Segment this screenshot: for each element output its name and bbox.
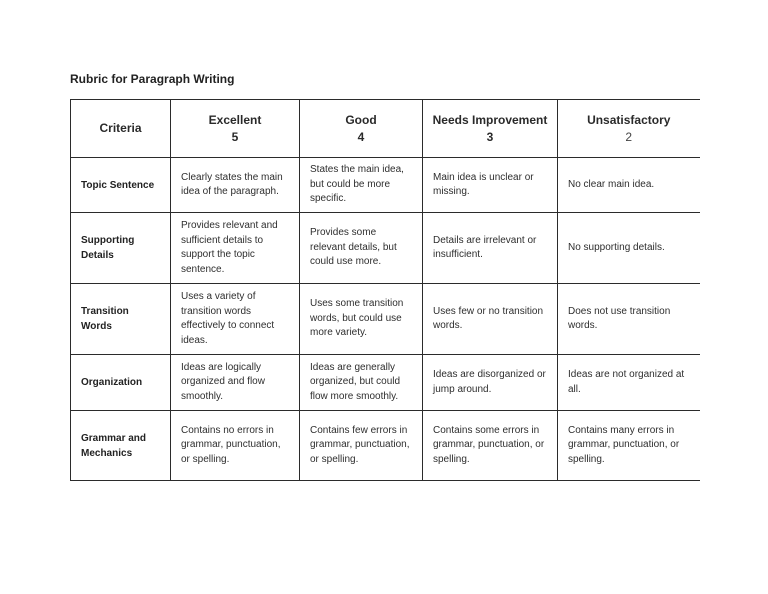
- rubric-cell: Provides relevant and sufficient details to support the topic sentence.: [171, 213, 300, 284]
- table-row: [71, 411, 700, 481]
- rubric-cell: Details are irrelevant or insufficient.: [423, 213, 558, 284]
- rubric-cell: Clearly states the main idea of the paragraph.: [171, 158, 300, 213]
- rubric-cell: Ideas are not organized at all.: [558, 355, 700, 411]
- rubric-cell: Contains some errors in grammar, punctuation, or spelling.: [423, 411, 558, 481]
- rubric-table: [70, 99, 700, 481]
- rubric-cell: States the main idea, but could be more specific.: [300, 158, 423, 213]
- criterion-organization: Organization: [71, 355, 171, 411]
- level-name: Unsatisfactory: [587, 112, 671, 127]
- rubric-cell: Ideas are generally organized, but could flow more smoothly.: [300, 355, 423, 411]
- rubric-cell: Uses few or no transition words.: [423, 284, 558, 355]
- rubric-cell: Ideas are disorganized or jump around.: [423, 355, 558, 411]
- document-title: Rubric for Paragraph Writing: [70, 72, 235, 86]
- rubric-cell: Contains no errors in grammar, punctuation, or spelling.: [171, 411, 300, 481]
- level-score: 2: [625, 129, 633, 144]
- rubric-cell: Uses some transition words, but could use more variety.: [300, 284, 423, 355]
- level-score: 4: [357, 129, 365, 144]
- level-header-excellent: [171, 100, 300, 158]
- level-score: 5: [231, 129, 239, 144]
- level-header-good: [300, 100, 423, 158]
- rubric-cell: Provides some relevant details, but could use more.: [300, 213, 423, 284]
- rubric-cell: Contains few errors in grammar, punctuation, or spelling.: [300, 411, 423, 481]
- table-row: [71, 158, 700, 213]
- criterion-grammar-and-mechanics: Grammar and Mechanics: [71, 411, 171, 481]
- level-score: 3: [486, 129, 494, 144]
- rubric-cell: Uses a variety of transition words effectively to connect ideas.: [171, 284, 300, 355]
- header-row: [71, 100, 700, 158]
- table-row: [71, 355, 700, 411]
- rubric-cell: Ideas are logically organized and flow smoothly.: [171, 355, 300, 411]
- criterion-transition-words: Transition Words: [71, 284, 171, 355]
- criterion-topic-sentence: Topic Sentence: [71, 158, 171, 213]
- level-name: Needs Improvement: [432, 112, 548, 127]
- level-name: Excellent: [208, 112, 262, 127]
- level-header-needs-improvement: [423, 100, 558, 158]
- criterion-supporting-details: Supporting Details: [71, 213, 171, 284]
- rubric-cell: Contains many errors in grammar, punctuation, or spelling.: [558, 411, 700, 481]
- rubric-cell: Main idea is unclear or missing.: [423, 158, 558, 213]
- rubric-cell: No clear main idea.: [558, 158, 700, 213]
- rubric-cell: Does not use transition words.: [558, 284, 700, 355]
- rubric-cell: No supporting details.: [558, 213, 700, 284]
- table-row: [71, 284, 700, 355]
- level-header-unsatisfactory: [558, 100, 700, 158]
- criteria-header: Criteria: [71, 100, 171, 158]
- table-row: [71, 213, 700, 284]
- level-name: Good: [345, 112, 377, 127]
